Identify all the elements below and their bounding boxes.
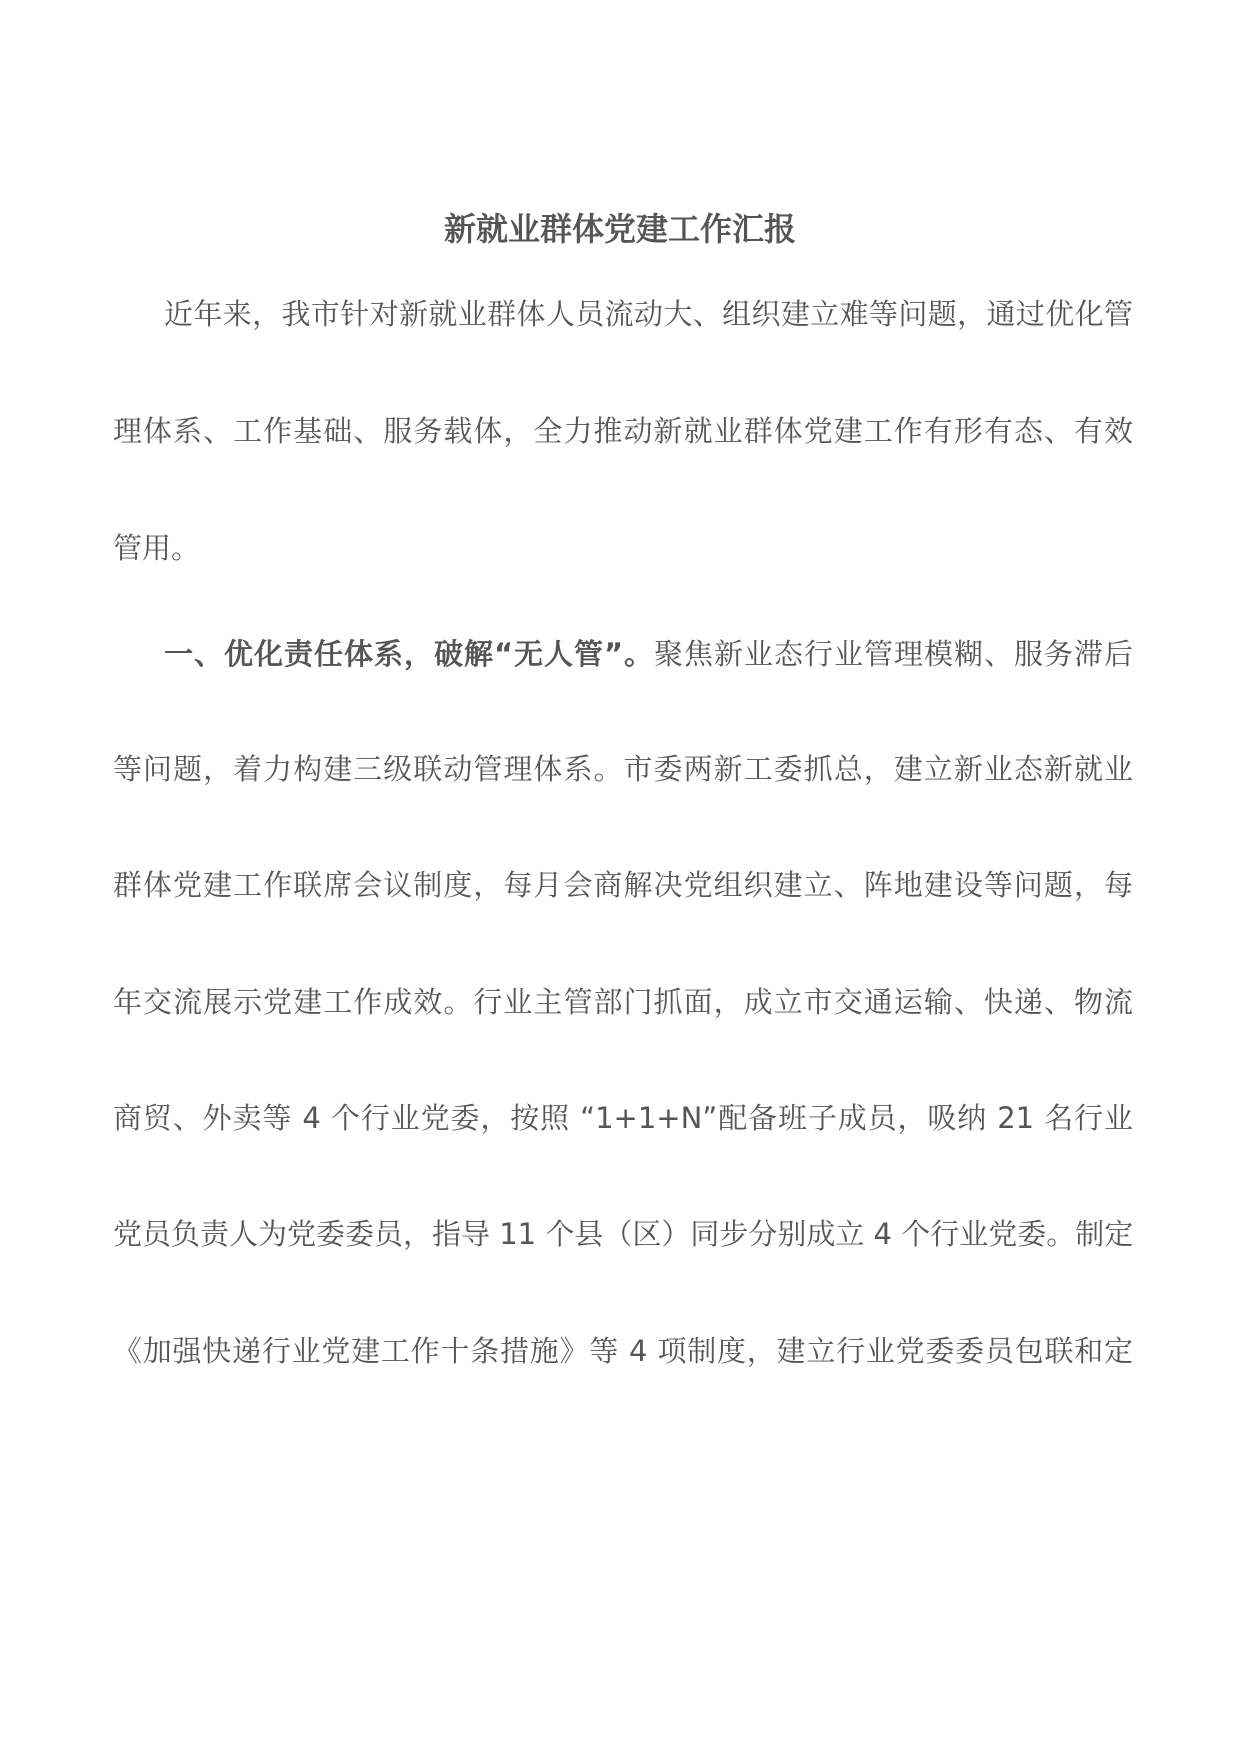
intro-line-2: 理体系、工作基础、服务载体，全力推动新就业群体党建工作有形有态、有效 [113, 414, 1133, 448]
section1-first-line-text: 聚焦新业态行业管理模糊、服务滞后 [654, 637, 1133, 671]
document-title: 新就业群体党建工作汇报 [443, 210, 796, 248]
section1-line-7: 《加强快递行业党建工作十条措施》等 4 项制度，建立行业党委委员包联和定 [113, 1334, 1133, 1368]
intro-line-1: 近年来，我市针对新就业群体人员流动大、组织建立难等问题，通过优化管 [164, 297, 1133, 331]
section1-line-3: 群体党建工作联席会议制度，每月会商解决党组织建立、阵地建设等问题，每 [113, 868, 1133, 902]
section1-heading: 一、优化责任体系，破解“无人管”。 [164, 637, 655, 671]
section1-line-1 [164, 632, 1133, 676]
section1-line-2: 等问题，着力构建三级联动管理体系。市委两新工委抓总，建立新业态新就业 [113, 752, 1133, 786]
section1-line-5: 商贸、外卖等 4 个行业党委，按照 “1+1+N”配备班子成员，吸纳 21 名行业 [113, 1101, 1133, 1135]
section1-line-4: 年交流展示党建工作成效。行业主管部门抓面，成立市交通运输、快递、物流 [113, 985, 1133, 1019]
intro-line-3: 管用。 [113, 531, 201, 565]
section1-line-6: 党员负责人为党委委员，指导 11 个县（区）同步分别成立 4 个行业党委。制定 [113, 1217, 1134, 1251]
